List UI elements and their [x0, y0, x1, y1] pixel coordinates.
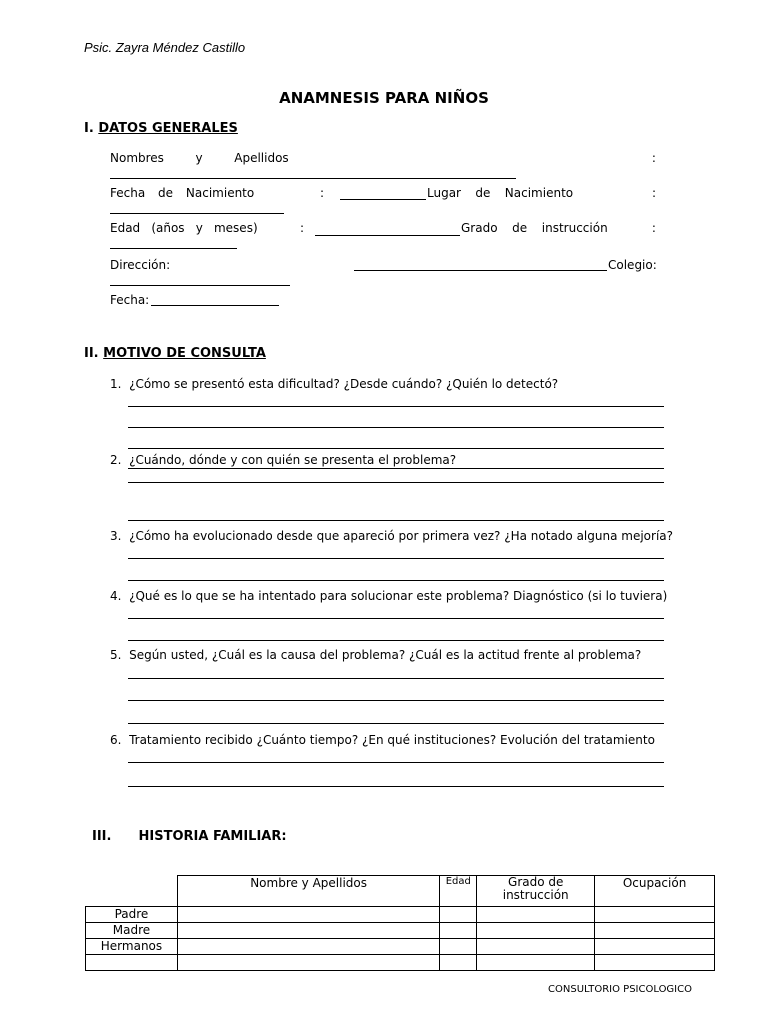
- author-name: Psic. Zayra Méndez Castillo: [84, 40, 246, 55]
- answer-line[interactable]: [128, 520, 664, 521]
- table-corner-cell: [86, 876, 178, 907]
- page-title: ANAMNESIS PARA NIÑOS: [279, 89, 489, 107]
- section-2-heading: [84, 346, 266, 361]
- table-row: [86, 907, 715, 923]
- word: Nombres: [110, 151, 164, 165]
- cell[interactable]: [595, 955, 715, 971]
- word: de: [512, 221, 528, 235]
- word: Grado: [461, 221, 498, 235]
- answer-line[interactable]: [128, 700, 664, 701]
- answer-line[interactable]: [128, 482, 664, 483]
- grado-instruccion-field-line[interactable]: [110, 248, 237, 249]
- section-3-title: HISTORIA FAMILIAR:: [138, 829, 287, 844]
- cell[interactable]: [477, 939, 595, 955]
- row-label-hermanos: Hermanos: [86, 939, 178, 955]
- question-1: 1. ¿Cómo se presentó esta dificultad? ¿Desde cuándo? ¿Quién lo detectó?: [110, 377, 559, 391]
- header-ocupacion: Ocupación: [595, 876, 715, 907]
- word: :: [651, 151, 656, 165]
- section-3-number: III.: [92, 829, 112, 844]
- answer-line[interactable]: [128, 678, 664, 679]
- header-nombre: Nombre y Apellidos: [177, 876, 439, 907]
- lugar-nacimiento-field-line[interactable]: [110, 213, 284, 214]
- row-label-padre: Padre: [86, 907, 178, 923]
- word: :: [651, 221, 656, 235]
- cell[interactable]: [595, 923, 715, 939]
- edad-field-line[interactable]: [315, 235, 460, 236]
- word: Apellidos: [234, 151, 289, 165]
- nombres-label: [110, 151, 656, 165]
- cell[interactable]: [477, 907, 595, 923]
- word: de: [475, 186, 491, 200]
- answer-line[interactable]: [128, 786, 664, 787]
- colegio-label: Colegio:: [608, 258, 657, 272]
- word: Nacimiento: [185, 186, 255, 200]
- question-2: 2. ¿Cuándo, dónde y con quién se presenta el problema?: [110, 453, 457, 467]
- answer-line[interactable]: [128, 723, 664, 724]
- colegio-field-line[interactable]: [110, 285, 290, 286]
- cell[interactable]: [177, 923, 439, 939]
- family-history-table: [85, 875, 715, 971]
- word: Nacimiento: [504, 186, 574, 200]
- cell[interactable]: [177, 955, 439, 971]
- cell[interactable]: [595, 939, 715, 955]
- fecha-field-line[interactable]: [151, 305, 279, 306]
- word: :: [299, 221, 304, 235]
- answer-line[interactable]: [128, 427, 664, 428]
- row-label-madre: Madre: [86, 923, 178, 939]
- answer-line[interactable]: [128, 618, 664, 619]
- table-row: [86, 923, 715, 939]
- table-row: [86, 955, 715, 971]
- cell[interactable]: [477, 955, 595, 971]
- grado-instruccion-label: [461, 221, 656, 235]
- answer-line[interactable]: [128, 580, 664, 581]
- cell[interactable]: [177, 939, 439, 955]
- nombres-field-line[interactable]: [110, 178, 516, 179]
- answer-line[interactable]: [128, 762, 664, 763]
- answer-line[interactable]: [128, 640, 664, 641]
- fecha-nacimiento-label: [110, 186, 324, 200]
- section-1-number: I.: [84, 121, 94, 136]
- footer-text: CONSULTORIO PSICOLOGICO: [548, 984, 692, 995]
- fecha-label: Fecha:: [110, 293, 150, 307]
- direccion-field-line[interactable]: [354, 270, 607, 271]
- cell[interactable]: [477, 923, 595, 939]
- question-3: 3. ¿Cómo ha evolucionado desde que apareció por primera vez? ¿Ha notado alguna mejoría?: [110, 529, 674, 543]
- word: y: [195, 221, 203, 235]
- section-2-number: II.: [84, 346, 99, 361]
- word: meses): [213, 221, 258, 235]
- question-5: 5. Según usted, ¿Cuál es la causa del problema? ¿Cuál es la actitud frente al problema?: [110, 648, 642, 662]
- word: Lugar: [427, 186, 461, 200]
- section-3-heading: [92, 829, 287, 844]
- answer-line[interactable]: [128, 406, 664, 407]
- edad-label: [110, 221, 304, 235]
- answer-line[interactable]: [128, 558, 664, 559]
- header-grado: Grado de instrucción: [477, 876, 595, 907]
- direccion-label: Dirección:: [110, 258, 171, 272]
- answer-line[interactable]: [128, 468, 664, 469]
- cell[interactable]: [440, 907, 477, 923]
- cell[interactable]: [440, 923, 477, 939]
- word: y: [195, 151, 203, 165]
- question-4: 4. ¿Qué es lo que se ha intentado para solucionar este problema? Diagnóstico (si lo tuviera): [110, 589, 668, 603]
- word: (años: [151, 221, 185, 235]
- question-6: 6. Tratamiento recibido ¿Cuánto tiempo? ¿En qué instituciones? Evolución del tratamiento: [110, 733, 655, 747]
- table-row: [86, 939, 715, 955]
- fecha-nacimiento-field-line[interactable]: [340, 199, 426, 200]
- cell[interactable]: [177, 907, 439, 923]
- cell[interactable]: [440, 955, 477, 971]
- word: :: [319, 186, 324, 200]
- header-edad: Edad: [440, 876, 477, 907]
- section-1-heading: [84, 121, 238, 136]
- word: instrucción: [541, 221, 608, 235]
- cell[interactable]: [440, 939, 477, 955]
- answer-line[interactable]: [128, 448, 664, 449]
- section-2-title: MOTIVO DE CONSULTA: [103, 346, 266, 361]
- word: de: [158, 186, 174, 200]
- cell[interactable]: [595, 907, 715, 923]
- word: Edad: [110, 221, 141, 235]
- word: Fecha: [110, 186, 146, 200]
- word: :: [651, 186, 656, 200]
- table-header-row: [86, 876, 715, 907]
- section-1-title: DATOS GENERALES: [98, 121, 238, 136]
- lugar-nacimiento-label: [427, 186, 656, 200]
- row-label-blank: [86, 955, 178, 971]
